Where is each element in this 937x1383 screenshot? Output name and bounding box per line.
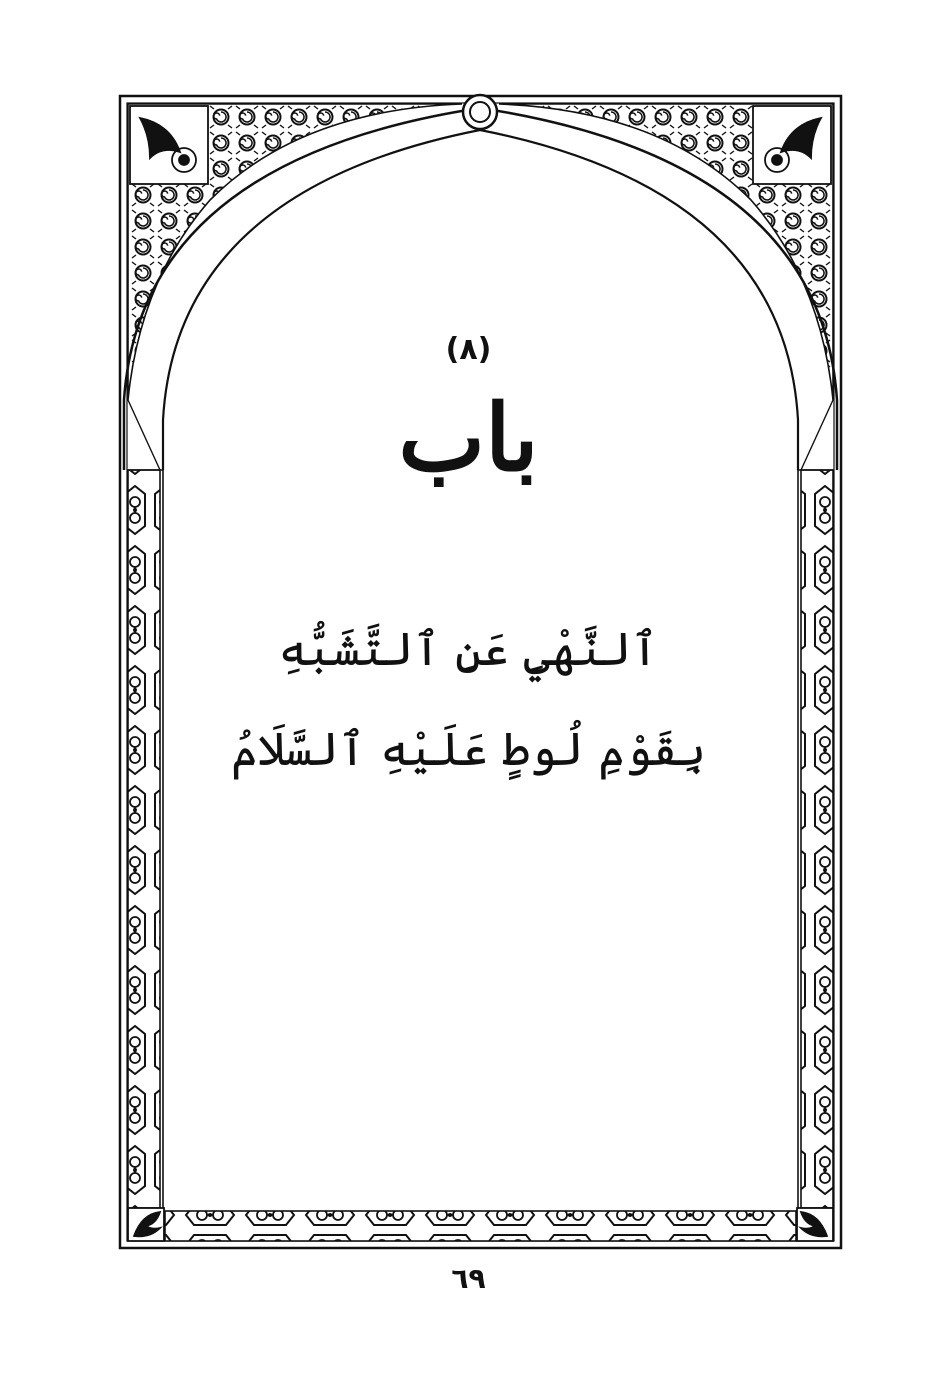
page-number: ٦٩ — [451, 1262, 486, 1295]
chapter-title-line-2: بِقَوْمِ لُوطٍ عَلَيْهِ ٱلسَّلَامُ — [230, 722, 707, 776]
chapter-heading: باب — [398, 384, 539, 492]
chapter-title-line-1: ٱلنَّهْيِ عَنِ ٱلتَّشَبُّهِ — [278, 622, 659, 676]
section-number: (٨) — [445, 332, 492, 367]
